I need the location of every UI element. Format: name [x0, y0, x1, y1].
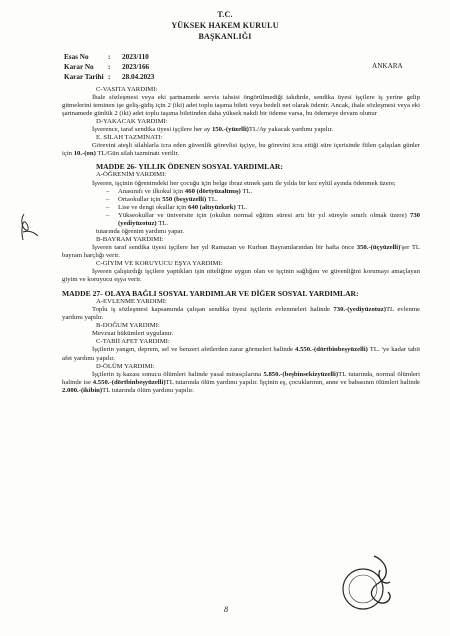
signature-icon [360, 552, 400, 608]
article-26-title: MADDE 26- YILLIK ÖDENEN SOSYAL YARDIMLAR: [96, 162, 283, 172]
list-item: – Lise ve dengi okullar için 640 (altıyüzkırk) TL. [106, 204, 420, 212]
list-item: – Ortaokullar için 550 (beşyüzelli) TL. [106, 196, 420, 204]
section-d-olum-title: D-ÖLÜM YARDIMI: [96, 362, 155, 370]
section-d-yakacak-text: İşverence, taraf sendika üyesi işçilere her ay 150.-(yüzelli)TL/Ay yakacak yardımı yapılır. [92, 126, 333, 134]
section-c-tabii-title: C-TABİİ AFET YARDIMI: [96, 338, 170, 346]
section-a-evlenme-text: Toplu iş sözleşmesi kapsamında çalışan sendika üyesi işçilerin evlenmeleri halinde 730.-(yediyüzotuz)TL evlenme yardımı yapılır. [62, 306, 420, 322]
section-b-dogum-text: Mevzuat hükümleri uygulanır. [92, 330, 174, 338]
section-b-bayram-title: B-BAYRAM YARDIMI: [96, 235, 164, 243]
document-body [62, 86, 420, 395]
section-e-silah-text: Görevini ateşli silahlarla icra eden güvenlik görevlisi işçiye, bu görevini icra ettiği süre içerisinde fiilen çalışılan günler için 10.-(on) TL/Gün silah tazminatı verilir. [62, 142, 420, 158]
header-tc: T.C. [217, 10, 233, 19]
header-institution: YÜKSEK HAKEM KURULU [171, 21, 279, 30]
education-tail: tutarında öğrenim yardımı yapar. [96, 227, 185, 235]
article-27-title: MADDE 27- OLAYA BAĞLI SOSYAL YARDIMLAR VE DİĞER SOSYAL YARDIMLAR: [62, 289, 359, 299]
section-c-giyim-title: C-GİYİM VE KORUYUCU EŞYA YARDIMI: [96, 259, 223, 267]
list-item: – Anasınıfı ve ilkokul için 460 (dörtyüzaltmış) TL. [106, 188, 420, 196]
section-c-vasita-title: C-VASITA YARDIMI: [96, 86, 158, 93]
city-label: ANKARA [372, 62, 403, 70]
section-a-ogrenim-title: A-ÖĞRENİM YARDIMI: [96, 171, 167, 179]
case-meta [64, 52, 154, 82]
education-amounts-list [62, 188, 420, 228]
meta-tarih: Karar Tarihi : 28.04.2023 [64, 73, 155, 81]
section-a-ogrenim-text: İşveren, işçinin öğrenimdeki her çocuğu için belge ibraz etmek şartı ile yılda bir kez eylül ayında ödenmek üzere; [92, 179, 396, 187]
section-d-olum-text: İşçilerin iş kazası sonucu ölümleri halinde yasal mirasçılarına 5.850.-(beşbinsekizyüzelli)TL tutarında, normal ölümleri halinde ise 4.550.-(dörtbinbeşyüzelli)TL tutarında ölüm yardımı yapılır. İşçinin eş, çocuklarının, anne ve babasının ölümleri halinde 2.000.-(ikibin)TL tutarında ölüm yardımı yapılır. [62, 370, 420, 394]
meta-esas: Esas No : 2023/110 [64, 53, 149, 61]
meta-karar: Karar No : 2023/166 [64, 63, 150, 71]
handwritten-mark-icon [16, 210, 44, 246]
header-department: BAŞKANLIĞI [198, 32, 252, 41]
section-b-dogum-title: B-DOĞUM YARDIMI: [96, 322, 160, 330]
section-c-tabii-text: İşçilerin yangın, deprem, sel ve benzeri afetlerden zarar görmeleri halinde 4.550.-(dörtbinbeşyüzelli) TL. 'ye kadar tabii afet yardımı yapılır. [62, 346, 420, 362]
list-item: – Yükseokullar ve üniversite için (okulun normal eğitim süresi artı bir yıl süreyle sınırlı olmak üzere) 730 (yediyüzotuz) TL. [106, 212, 420, 228]
section-e-silah-title: E. SİLAH TAZMİNATI: [96, 134, 163, 142]
section-b-bayram-text: İşveren taraf sendika üyesi işçilere her yıl Ramazan ve Kurban Bayramlarından bir hafta önce 350.-(üçyüzelli)'şer TL bayram harçlığı verir. [62, 243, 420, 259]
page-number: 8 [224, 605, 228, 614]
section-a-evlenme-title: A-EVLENME YARDIMI: [96, 298, 167, 306]
section-c-giyim-text: İşveren çalıştırdığı işçilere yaptıkları işin niteliğine uygun olan ve işçinin sağlığını ve güvenliğini korumayı amaçlayan giyim ve koruyucu eşya verir. [62, 268, 420, 284]
section-d-yakacak-title: D-YAKACAK YARDIMI: [96, 118, 168, 126]
section-c-vasita-text: İhale sözleşmesi veya eki şartnamede servis tahsisi öngörülmediği takdirde, sendika üyesi işçilere iş yerine gelip gitmelerini teminen işe geliş-gidiş için 2 (iki) adet toplu taşıma bileti veya bedeli net olarak ödenir. Ancak, ihale sözleşmesi veya eki şartnamede günlük 2 (iki) adet toplu taşıma biletinden daha yüksek nakdi bir ödeme varsa, bu ödemeye devam olunur [62, 94, 420, 118]
